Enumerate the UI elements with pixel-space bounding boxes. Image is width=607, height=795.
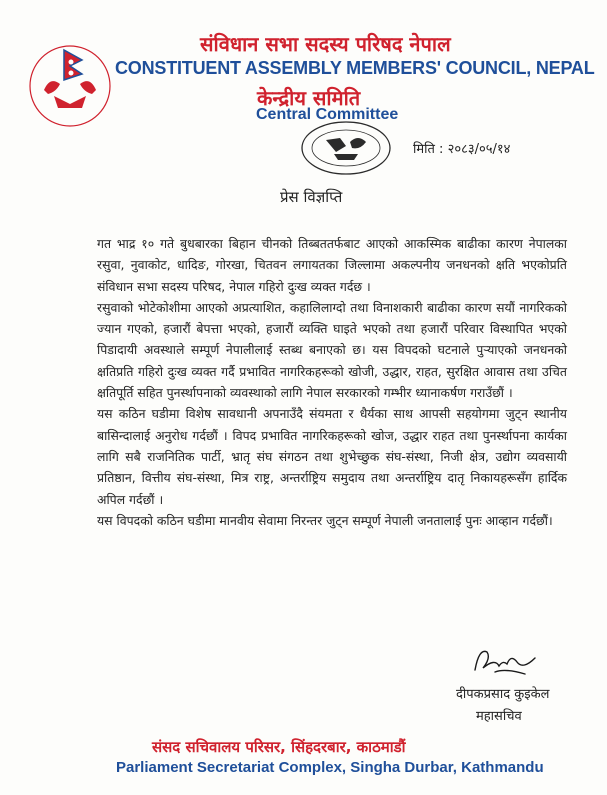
press-release-body	[97, 233, 567, 531]
signer-title: महासचिव	[476, 709, 522, 724]
signer-name: दीपकप्रसाद कुइकेल	[456, 687, 550, 702]
handwritten-signature	[465, 640, 545, 684]
document-title: प्रेस विज्ञप्ति	[280, 188, 343, 206]
committee-nepali: केन्द्रीय समिति	[257, 86, 361, 110]
date: मिति : २०८३/०५/१४	[413, 142, 511, 157]
council-logo	[24, 40, 116, 132]
committee-english: Central Committee	[256, 106, 399, 123]
paragraph-1: गत भाद्र १० गते बुधबारका बिहान चीनको तिब्बततर्फबाट आएको आकस्मिक बाढीका कारण नेपालका रसुवा, नुवाकोट, धादिङ, गोरखा, चितवन लगायतका जिल्लामा अकल्पनीय जनधनको क्षति भएकोप्रति संविधान सभा सदस्य परिषद, नेपाल गहिरो दुःख व्यक्त गर्दछ ।	[97, 236, 567, 294]
official-stamp	[296, 118, 396, 180]
paragraph-2: रसुवाको भोटेकोशीमा आएको अप्रत्याशित, कहालिलाग्दो तथा विनाशकारी बाढीका कारण सयौं नागरिकको ज्यान गएको, हजारौं बेपत्ता भएको, हजारौं व्यक्ति घाइते भएको तथा हजारौं परिवार विस्थापित भएको पिडादायी अवस्थाले सम्पूर्ण नेपालीलाई स्तब्ध बनाएको छ। यस विपदको घटनाले पुऱ्याएको जनधनको क्षतिप्रति गहिरो दुःख व्यक्त गर्दै प्रभावित नागरिकहरूको खोजी, उद्धार, राहत, सुरक्षित आवास तथा उचित क्षतिपूर्ति सहित पुनर्स्थापनाको व्यवस्थाको लागि नेपाल सरकारको गम्भीर ध्यानाकर्षण गराउँछौं ।	[97, 299, 567, 401]
footer-address-nepali: संसद सचिवालय परिसर, सिंहदरबार, काठमाडौं	[152, 738, 406, 756]
paragraph-3: यस कठिन घडीमा विशेष सावधानी अपनाउँदै संयमता र धैर्यका साथ आपसी सहयोगमा जुट्न स्थानीय बासिन्दालाई अनुरोध गर्दछौं । विपद प्रभावित नागरिकहरूको खोज, उद्धार राहत तथा पुनर्स्थापना कार्यका लागि सबै राजनितिक पार्टी, भ्रातृ संघ संगठन तथा शुभेच्छुक संघ-संस्था, निजी क्षेत्र, उद्योग व्यवसायी प्रतिष्ठान, वित्तीय संघ-संस्था, मित्र राष्ट्र, अन्तर्राष्ट्रिय समुदाय तथा अन्तर्राष्ट्रिय दातृ निकायहरूसँग हार्दिक अपिल गर्दछौं ।	[97, 406, 567, 507]
org-name-english: CONSTITUENT ASSEMBLY MEMBERS' COUNCIL, NEPAL	[115, 58, 595, 78]
paragraph-4: यस विपदको कठिन घडीमा मानवीय सेवामा निरन्तर जुट्न सम्पूर्ण नेपाली जनतालाई पुनः आव्हान गर्दछौं।	[97, 512, 553, 528]
org-name-nepali: संविधान सभा सदस्य परिषद नेपाल	[200, 32, 451, 56]
footer-address-english: Parliament Secretariat Complex, Singha Durbar, Kathmandu	[116, 759, 544, 776]
